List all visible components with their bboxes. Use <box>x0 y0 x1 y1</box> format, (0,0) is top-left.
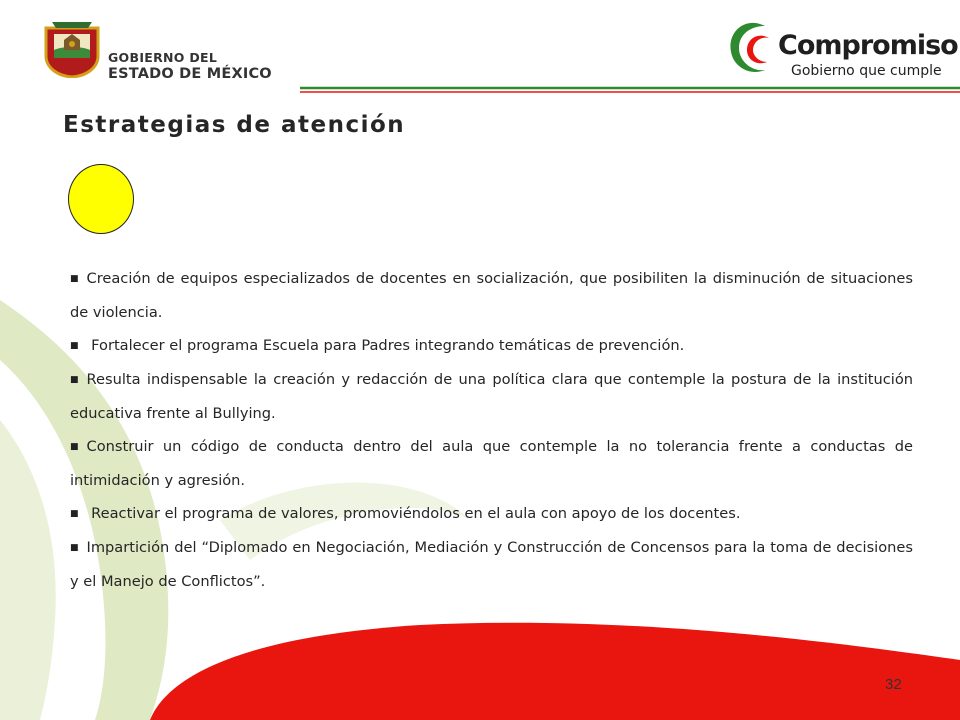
list-item <box>70 329 913 363</box>
coat-of-arms-logo <box>42 20 102 78</box>
square-bullet-icon: ■ <box>70 442 79 452</box>
green-swoosh-arc-outer <box>0 420 56 720</box>
page-title: Estrategias de atención <box>63 112 406 138</box>
list-item-text: Resulta indispensable la creación y redacción de una política clara que contemple la postura de la institución educativa frente al Bullying. <box>70 371 913 422</box>
square-bullet-icon: ■ <box>70 274 79 284</box>
list-item <box>70 531 913 598</box>
list-item-text: Reactivar el programa de valores, promoviéndolos en el aula con apoyo de los docentes. <box>86 505 741 522</box>
square-bullet-icon: ■ <box>70 341 79 351</box>
compromiso-tagline: Gobierno que cumple <box>791 63 942 79</box>
yellow-circle-marker <box>68 164 134 234</box>
list-item <box>70 262 913 329</box>
list-item <box>70 497 913 531</box>
square-bullet-icon: ■ <box>70 375 79 385</box>
list-item <box>70 363 913 430</box>
compromiso-brand-name: Compromiso <box>778 30 958 61</box>
square-bullet-icon: ■ <box>70 543 79 553</box>
list-item-text: Creación de equipos especializados de docentes en socialización, que posibiliten la disminución de situaciones de violencia. <box>70 270 913 321</box>
slide-header <box>0 0 960 90</box>
list-item-text: Fortalecer el programa Escuela para Padres integrando temáticas de prevención. <box>86 337 685 354</box>
list-item-text: Construir un código de conducta dentro del aula que contemple la no tolerancia frente a conductas de intimidación y agresión. <box>70 438 913 489</box>
government-name <box>108 50 272 82</box>
strategies-list <box>70 262 913 598</box>
compromiso-logo-icon <box>725 18 777 80</box>
square-bullet-icon: ■ <box>70 509 79 519</box>
page-number: 32 <box>885 676 902 693</box>
list-item <box>70 430 913 497</box>
government-name-line1: GOBIERNO DEL <box>108 50 218 65</box>
government-name-line2: ESTADO DE MÉXICO <box>108 66 272 82</box>
list-item-text: Impartición del “Diplomado en Negociación, Mediación y Construcción de Concensos para la toma de decisiones y el Manejo de Conflictos”. <box>70 539 913 590</box>
red-footer-band <box>150 623 960 720</box>
